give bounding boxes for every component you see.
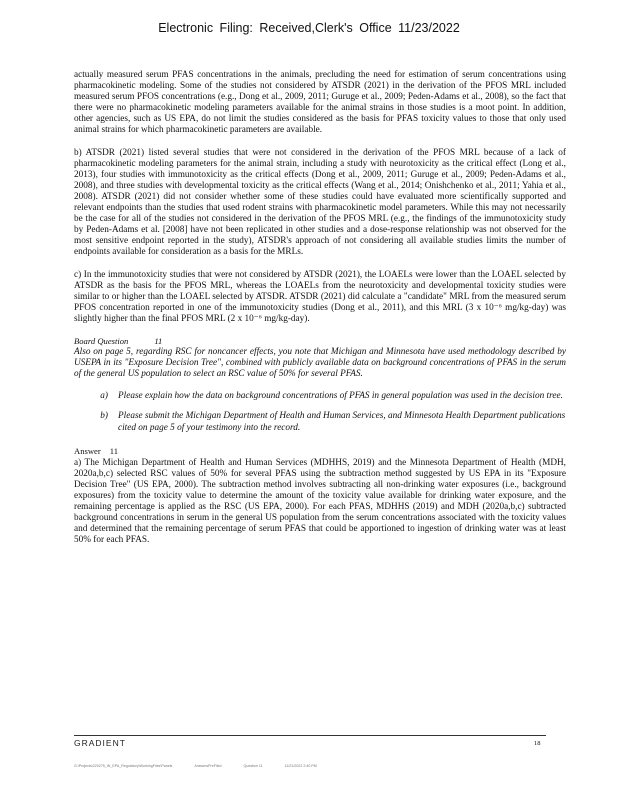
question-list [74, 391, 566, 433]
file-section: Question 11 [243, 764, 263, 768]
board-question-label: Board Question [74, 335, 129, 346]
answer-number: 11 [109, 445, 119, 456]
question-item-a [74, 391, 566, 402]
question-item-marker: b) [100, 411, 108, 422]
answer-label: Answer [74, 445, 101, 456]
board-question-text: Also on page 5, regarding RSC for noncancer effects, you note that Michigan and Minnesota have used methodology described by USEPA in its "Exposure Decision Tree", combined with publicly available data on background concentrations of PFAS in the serum of the general US population to select an RSC value of 50% for several PFAS. [74, 347, 566, 380]
file-path-info [74, 764, 494, 768]
file-date: 11/21/2022 2:40 PM [284, 764, 317, 768]
question-item-text: Please submit the Michigan Department of Health and Human Services, and Minnesota Health Department publications cited on page 5 of your testimony into the record. [118, 411, 566, 433]
page-number: 18 [534, 740, 541, 747]
paragraph-c: c) In the immunotoxicity studies that were not considered by ATSDR (2021), the LOAELs were lower than the LOAEL selected by ATSDR as the basis for the PFOS MRL, whereas the LOAELs from the neurotoxicity and developmental toxicity studies were similar to or higher than the LOAEL selected by ATSDR. ATSDR (2021) did calculate a "candidate" MRL from the measured serum PFOS concentration reported in one of the immunotoxicity studies (Dong et al., 2011), and this MRL (3 x 10⁻⁶ mg/kg-day) was slightly higher than the final PFOS MRL (2 x 10⁻⁶ mg/kg-day). [74, 269, 566, 324]
answer-heading [74, 446, 566, 457]
paragraph-continuation: actually measured serum PFAS concentrations in the animals, precluding the need for estimation of serum concentrations using pharmacokinetic modeling. Some of the studies not considered by ATSDR (2021) in the derivation of the PFOS MRL included measured serum PFOS concentrations (e.g., Dong et al., 2009, 2011; Guruge et al., 2009; Peden-Adams et al., 2008), so the fact that there were no pharmacokinetic modeling parameters available for the animal strains in those studies is a moot point. In addition, other agencies, such as US EPA, do not limit the studies considered as the basis for PFAS toxicity values to those that only used animal strains for which pharmacokinetic parameters are available. [74, 70, 566, 136]
file-path: G:\Projects\220275_IN_EPA_Regulatory\WorkingFiles\Panels [74, 764, 173, 768]
answer-text: a) The Michigan Department of Health and Human Services (MDHHS, 2019) and the Minnesota Department of Health (MDH, 2020a,b,c) selected RSC values of 50% for several PFAS using the subtraction method suggested by US EPA in its "Exposure Decision Tree" (US EPA, 2000). The subtraction method involves subtracting all non-drinking water exposures (i.e., background exposures) from the toxicity value to determine the amount of the toxicity value available for drinking water exposure, and the remaining percentage is applied as the RSC (US EPA, 2000). For each PFAS, MDHHS (2019) and MDH (2020a,b,c) subtracted background concentrations in serum in the general US population from the serum concentrations associated with the toxicity values and determined that the remaining percentage of serum PFAS that could be apportioned to ingestion of drinking water was at least 50% for each PFAS. [74, 457, 566, 546]
gradient-logo: GRADIENT [74, 738, 126, 748]
document-body [74, 70, 566, 557]
question-item-text: Please explain how the data on background concentrations of PFAS in general population was used in the decision tree. [118, 391, 563, 402]
footer-divider [74, 735, 546, 736]
electronic-filing-header: Electronic Filing: Received,Clerk's Office 11/23/2022 [158, 21, 460, 35]
question-item-marker: a) [100, 391, 108, 402]
board-question-number: 11 [154, 335, 163, 346]
question-item-b [74, 411, 566, 433]
board-question-heading [74, 336, 566, 347]
paragraph-b: b) ATSDR (2021) listed several studies that were not considered in the derivation of the PFOS MRL because of a lack of pharmacokinetic modeling parameters for the animal strain, including a study with neurotoxicity as the critical effect (Long et al., 2013), four studies with immunotoxicity as the critical effects (Dong et al., 2009, 2011; Guruge et al., 2009; Peden-Adams et al., 2008), and three studies with developmental toxicity as the critical effects (Wang et al., 2014; Onishchenko et al., 2011; Yahia et al., 2008). ATSDR (2021) did not consider whether some of these studies could have evaluated more scientifically supported and relevant endpoints than the studies that used rodent strains with pharmacokinetic model parameters. While this may not necessarily be the case for all of the studies not considered in the derivation of the PFOS MRL (e.g., the findings of the immunotoxicity study by Peden-Adams et al. [2008] have not been replicated in other studies and a dose-response relationship was not observed for the most sensitive endpoint reported in the study), ATSDR's approach of not considering all available studies limits the number of endpoints available for consideration as a basis for the MRLs. [74, 147, 566, 258]
file-name: AnswersPreFiled [194, 764, 222, 768]
